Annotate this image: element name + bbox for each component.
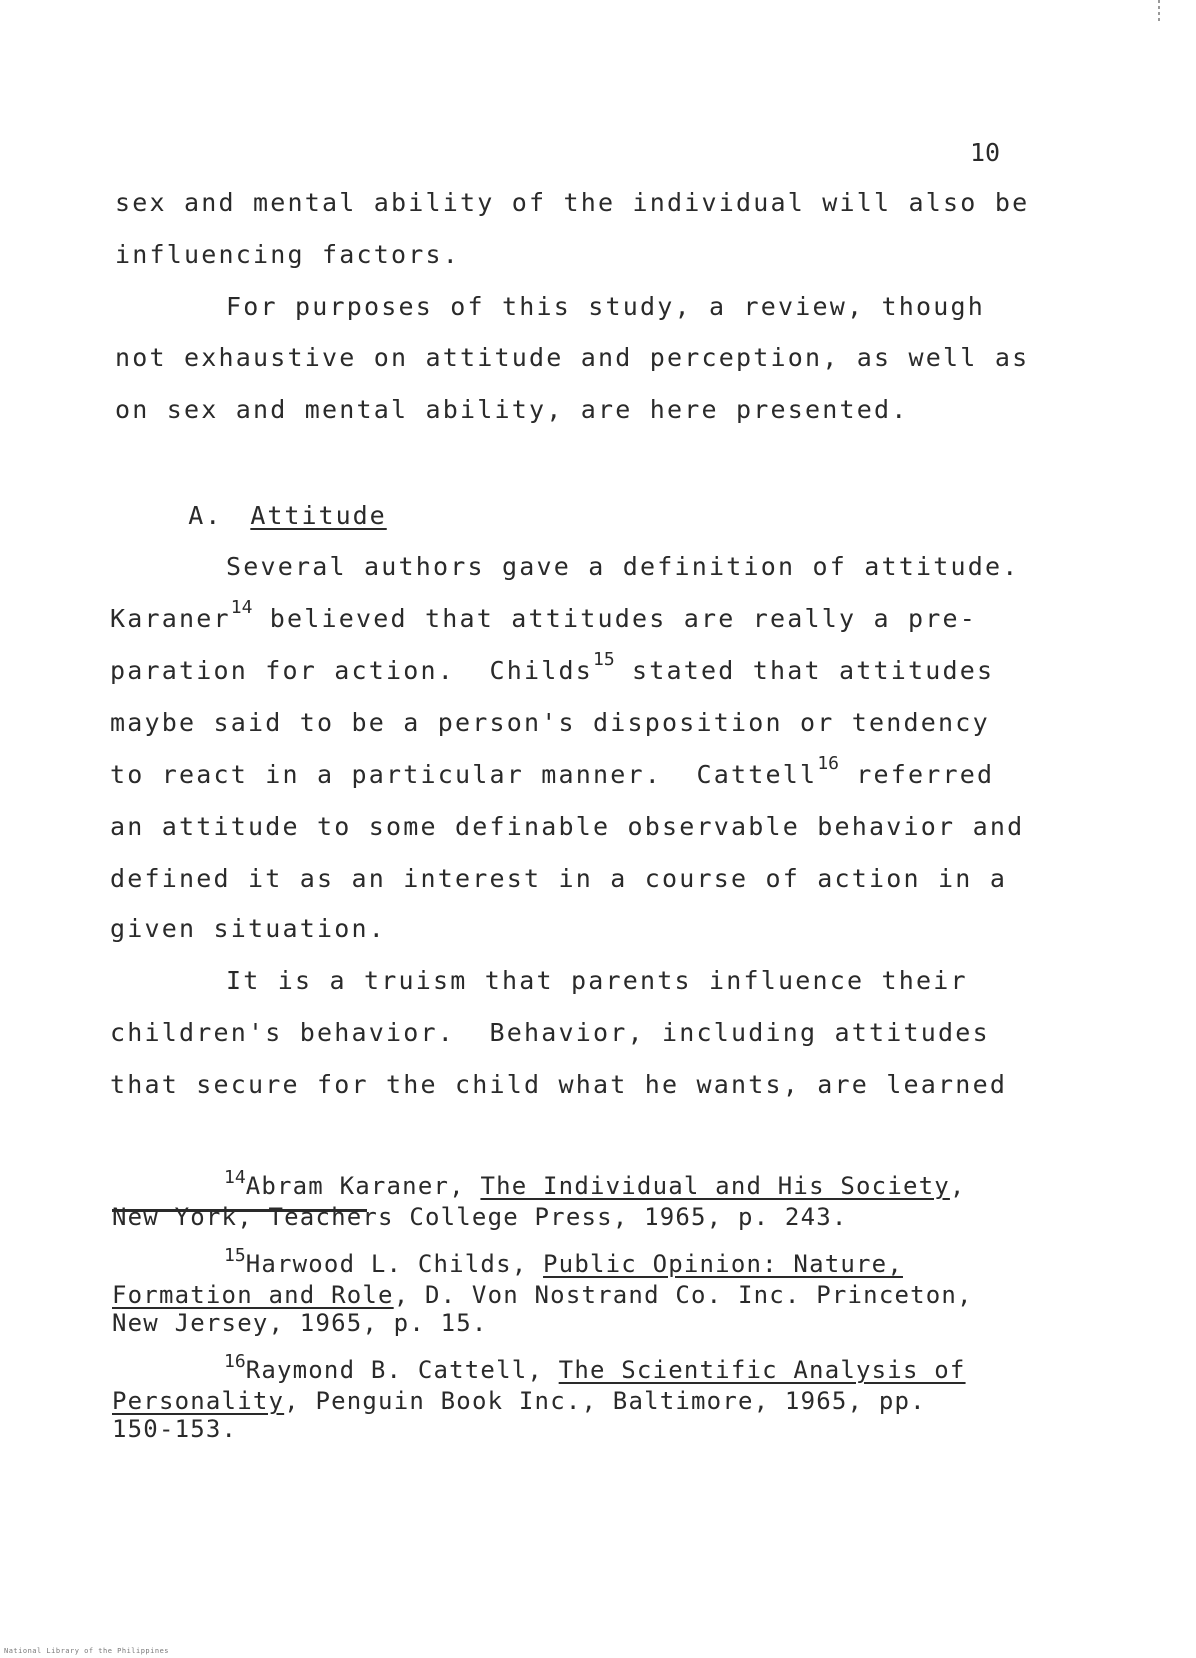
footnote-title: Personality [112,1387,285,1415]
footnote-16: $^{16}$Raymond B. Cattell, The Scientific Analysis of Personality, Penguin Book Inc., Baltimore, 1965, pp. 150-153. [112,1351,966,1443]
text-line: influencing factors. [115,240,461,269]
footnote-ref: 14 [230,597,253,618]
page-number: 10 [970,138,1001,167]
footnote-ref: 15 [593,649,615,670]
scan-footer-text: National Library of the Philippines [4,1647,170,1655]
text-line: It is a truism that parents influence their [226,966,968,995]
footnote-title: Formation and Role [112,1281,394,1309]
footnote-title: Public Opinion: Nature, [543,1250,903,1278]
text-line: sex and mental ability of the individual will also be [115,188,1030,217]
footnote-number: 14 [224,1167,246,1188]
text-line: an attitude to some definable observable behavior and [110,812,1025,841]
text-line: children's behavior. Behavior, including attitudes [110,1018,990,1047]
text-line: defined it as an interest in a course of action in a [110,864,1008,893]
footnote-number: 15 [224,1245,246,1266]
footnote-15: $^{15}$Harwood L. Childs, Public Opinion: Nature, Formation and Role, D. Von Nostrand Co. Inc. Princeton, New Jersey, 1965, p. 15. [112,1245,973,1337]
footnote-number: 16 [224,1351,246,1372]
text-line: that secure for the child what he wants, are learned [110,1070,1008,1099]
section-title: Attitude [250,501,387,530]
text-line: paration for action. Childs$^{15}$ stated that attitudes [110,649,995,685]
footnote-title: The Individual and His Society [480,1172,950,1200]
text-line: given situation. [110,914,387,943]
section-heading [120,472,387,559]
text-line: maybe said to be a person's disposition or tendency [110,708,990,737]
section-label: A. [188,501,223,530]
text-line: to react in a particular manner. Cattell$^{16}$ referred [110,753,995,789]
text-line: For purposes of this study, a review, though [226,292,986,321]
text-line: Several authors gave a definition of attitude. [226,552,1020,581]
text-line: on sex and mental ability, are here presented. [115,395,909,424]
footnote-title: The Scientific Analysis of [558,1356,966,1384]
text-line: Karaner$^{14}$ believed that attitudes are really a pre- [110,597,978,633]
scan-edge-mark [1158,0,1160,22]
footnote-14: $^{14}$Abram Karaner, The Individual and His Society, New York, Teachers College Press, 1965, p. 243. [112,1167,966,1231]
footnote-ref: 16 [817,753,839,774]
text-line: not exhaustive on attitude and perception, as well as [115,343,1030,372]
